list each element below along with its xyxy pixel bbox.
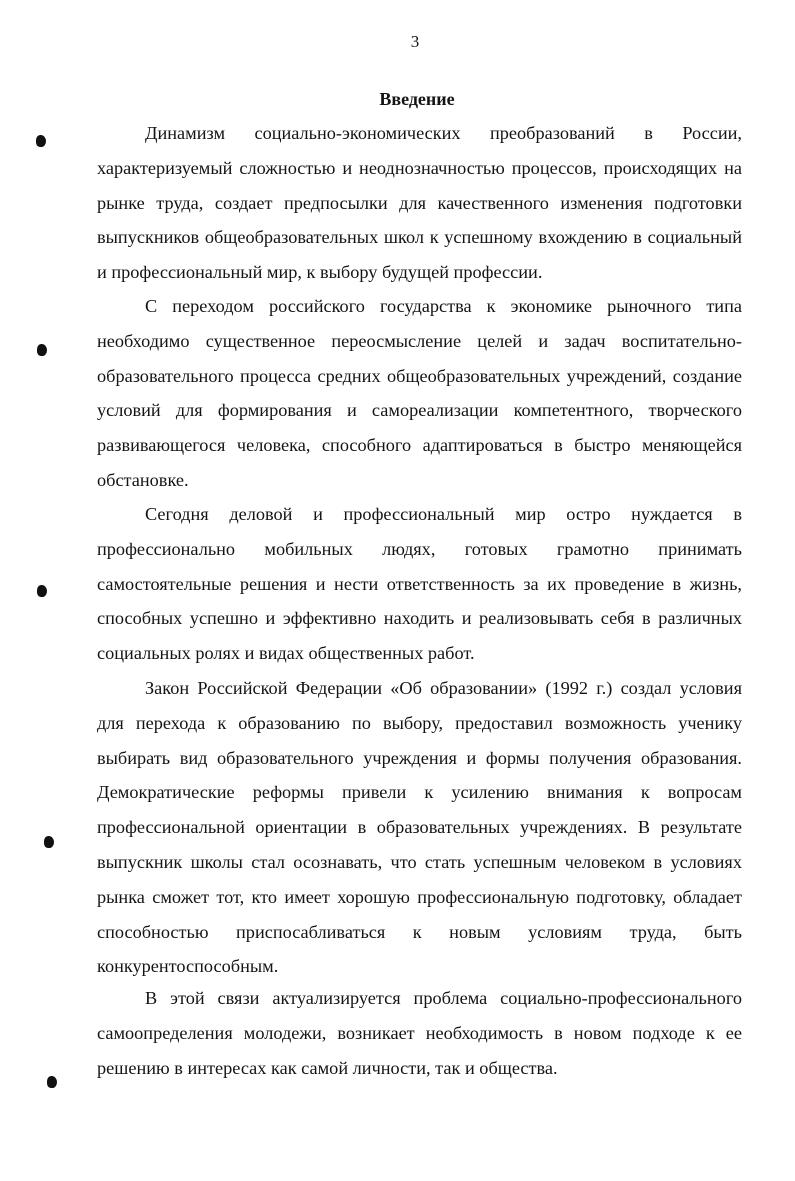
paragraph-3: Сегодня деловой и профессиональный мир остро нуждается в профессионально мобильных людях, готовых грамотно принимать самостоятельные решения и нести ответственность за их проведение в жизнь, способных успешно и эффективно находить и реализовывать себя в различных социальных ролях и видах общественных работ.: [97, 504, 742, 664]
binding-hole-mark: [37, 585, 47, 597]
paragraph-5: В этой связи актуализируется проблема социально-профессионального самоопределения молодежи, возникает необходимость в новом подходе к ее решению в интересах как самой личности, так и общества.: [97, 988, 742, 1078]
paragraph-2: С переходом российского государства к экономике рыночного типа необходимо существенное переосмысление целей и задач воспитательно-образовательного процесса средних общеобразовательных учреждений, создание условий для формирования и самореализации компетентного, творческого развивающегося человека, способного адаптироваться в быстро меняющейся обстановке.: [97, 296, 742, 490]
section-heading: Введение: [379, 89, 455, 109]
binding-hole-mark: [37, 344, 47, 356]
binding-hole-mark: [36, 135, 46, 147]
binding-hole-mark: [47, 1076, 57, 1088]
paragraph-4: Закон Российской Федерации «Об образовании» (1992 г.) создал условия для перехода к образованию по выбору, предоставил возможность ученику выбирать вид образовательного учреждения и формы получения образования. Демократические реформы привели к усилению внимания к вопросам профессиональной ориентации в образовательных учреждениях. В результате выпускник школы стал осознавать, что стать успешным человеком в условиях рынка сможет тот, кто имеет хорошую профессиональную подготовку, обладает способностью приспосабливаться к новым условиям труда, быть конкурентоспособным.: [97, 678, 742, 977]
paragraph-1: Динамизм социально-экономических преобразований в России, характеризуемый сложностью и неоднозначностью процессов, происходящих на рынке труда, создает предпосылки для качественного изменения подготовки выпускников общеобразовательных школ к успешному вхождению в социальный и профессиональный мир, к выбору будущей профессии.: [97, 123, 742, 283]
page-number: 3: [410, 32, 420, 51]
binding-hole-mark: [44, 836, 54, 848]
